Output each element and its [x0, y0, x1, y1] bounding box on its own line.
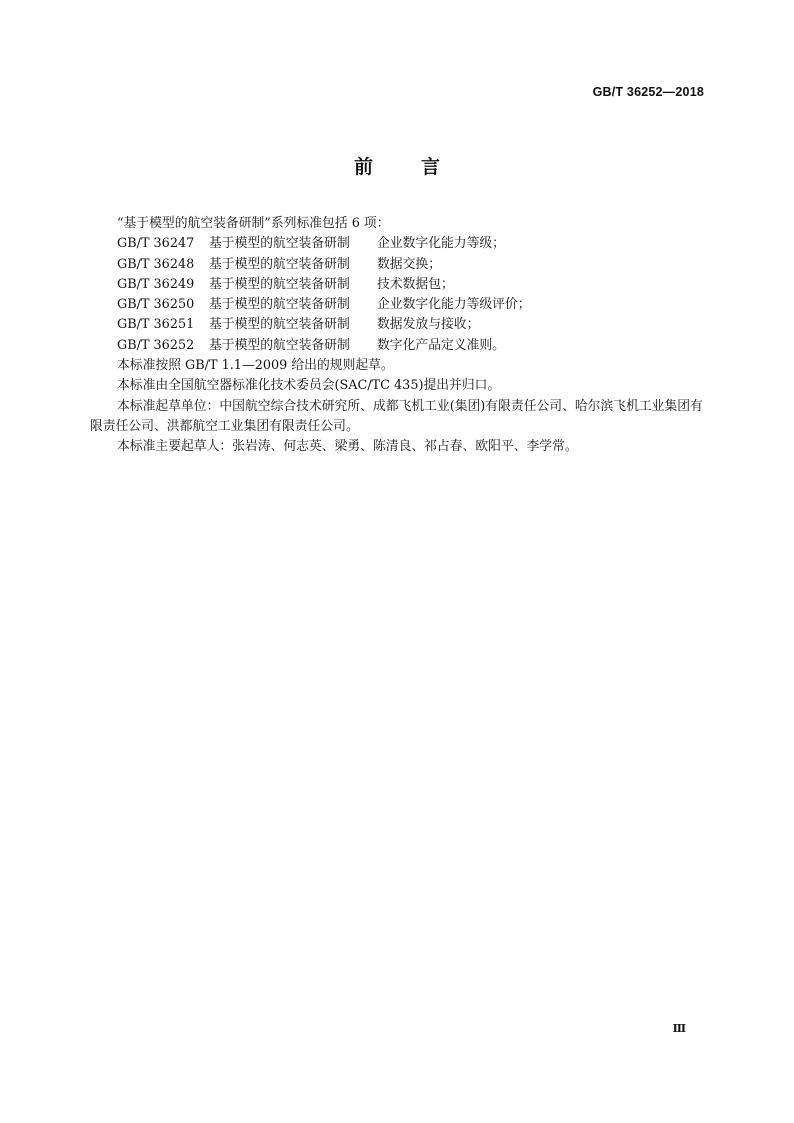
part-title: 技术数据包； [377, 276, 454, 292]
part-title: 数据发放与接收； [377, 317, 480, 333]
drafting-rules-paragraph: 本标准按照 GB/T 1.1—2009 给出的规则起草。 [117, 358, 394, 374]
part-title: 企业数字化能力等级； [377, 236, 505, 252]
drafters-paragraph: 本标准主要起草人：张岩涛、何志英、梁勇、陈清良、祁占春、欧阳平、李学常。 [117, 439, 578, 455]
series-name: 基于模型的航空装备研制 [209, 276, 350, 292]
standard-number: GB/T 36252 [117, 337, 195, 353]
series-name: 基于模型的航空装备研制 [209, 337, 350, 353]
part-title: 数据交换； [377, 256, 441, 272]
standard-number: GB/T 36249 [117, 276, 195, 292]
series-name: 基于模型的航空装备研制 [209, 256, 350, 272]
proposer-paragraph: 本标准由全国航空器标准化技术委员会(SAC/TC 435)提出并归口。 [117, 378, 501, 394]
list-item [90, 275, 706, 295]
standard-number: GB/T 36250 [117, 297, 195, 313]
list-item [90, 255, 706, 275]
page-title: 前言 [353, 156, 488, 178]
series-name: 基于模型的航空装备研制 [209, 297, 350, 313]
page-number: Ⅲ [672, 1022, 686, 1035]
intro-paragraph: “基于模型的航空装备研制”系列标准包括 6 项： [117, 216, 390, 231]
list-item [90, 336, 706, 356]
series-name: 基于模型的航空装备研制 [209, 236, 350, 252]
standard-code: GB/T 36252—2018 [592, 85, 704, 99]
list-item [90, 315, 706, 335]
standard-number: GB/T 36248 [117, 256, 195, 272]
standard-number: GB/T 36247 [117, 236, 195, 252]
list-item [90, 234, 706, 254]
standard-number: GB/T 36251 [117, 317, 195, 333]
document-body [90, 214, 706, 458]
series-name: 基于模型的航空装备研制 [209, 317, 350, 333]
drafting-units-paragraph: 本标准起草单位：中国航空综合技术研究所、成都飞机工业(集团)有限责任公司、哈尔滨飞机工业集团有限责任公司、洪都航空工业集团有限责任公司。 [90, 398, 703, 434]
part-title: 数字化产品定义准则。 [377, 337, 505, 353]
part-title: 企业数字化能力等级评价； [377, 297, 531, 313]
list-item [90, 295, 706, 315]
